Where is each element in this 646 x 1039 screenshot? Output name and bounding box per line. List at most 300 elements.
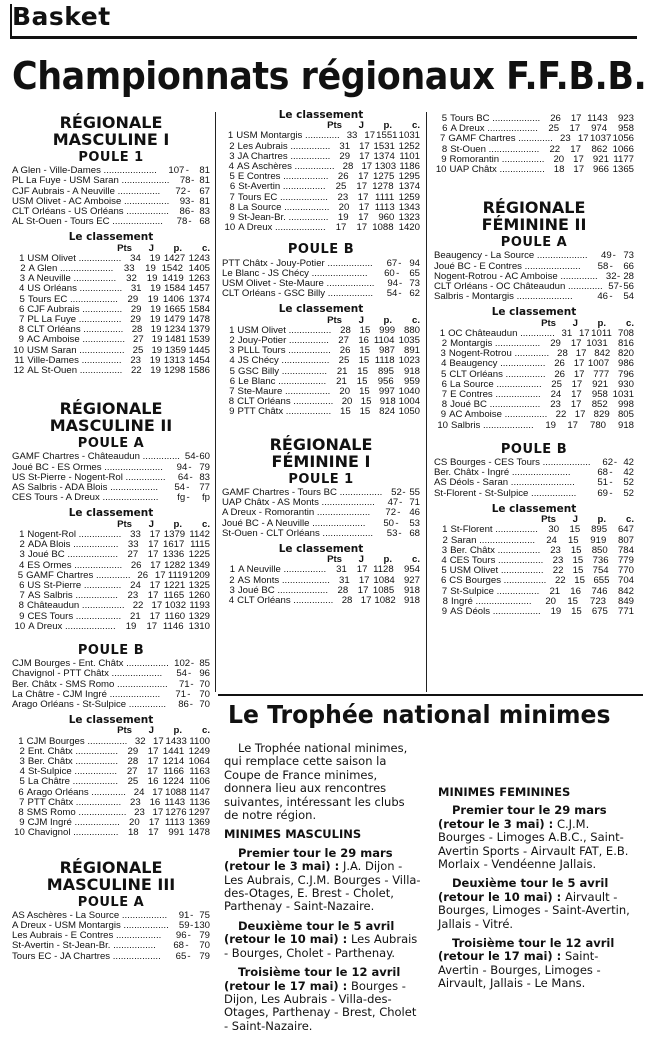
- standings-c: 1249: [188, 745, 210, 757]
- standings-j: 17: [148, 539, 159, 551]
- standings-team: La Source .................: [449, 378, 542, 390]
- rf2-pouleA-results: [434, 251, 634, 302]
- standings-j: 19: [149, 354, 161, 366]
- result-teams: A Dreux - Romorantin ....................: [222, 507, 371, 519]
- standings-rank: 8: [229, 201, 235, 213]
- result-teams: PL La Fuye - USM Saran ..................: [12, 175, 170, 187]
- standings-header-c: c.: [201, 242, 210, 254]
- trophy-masc-round2: Deuxième tour le 5 avril (retour le 10 mai) : Les Aubrais - Bourges, Cholet - Parthenay.: [224, 918, 418, 960]
- result-teams: GAMF Chartres - Châteaudun ..............: [12, 451, 180, 463]
- standings-j: 17: [147, 766, 158, 778]
- result-score-away: 56: [623, 281, 634, 293]
- standings-p: 1104: [373, 335, 395, 347]
- standings-c: 918: [403, 584, 420, 596]
- standings-j: 17: [573, 164, 585, 176]
- standings-team: Joué BC ...................: [450, 399, 541, 411]
- rm1-poule1-title: POULE 1: [78, 150, 144, 165]
- standings-pts: 20: [339, 386, 351, 398]
- standings-j: 16: [570, 585, 581, 597]
- standings-j: 19: [151, 334, 163, 346]
- standings-c: 1586: [188, 365, 210, 377]
- standings-header-p: p.: [173, 725, 182, 737]
- standings-j: 17: [149, 528, 161, 540]
- result-score-home: 93: [179, 195, 191, 207]
- result-dash: -: [399, 497, 403, 509]
- standings-pts: 25: [548, 123, 560, 135]
- result-teams: USM Olivet - AC Amboise .................: [12, 195, 170, 207]
- standings-team: A Neuville ................: [238, 564, 327, 576]
- result-dash: -: [187, 688, 191, 700]
- rf2-title: RÉGIONALE FÉMININE II: [481, 198, 587, 235]
- result-dash: -: [185, 165, 189, 177]
- standings-j: 17: [151, 600, 163, 612]
- result-teams: Tours EC - JA Chartres ..................: [12, 950, 161, 962]
- result-score-home: 71: [175, 688, 187, 700]
- standings-team: PLLL Tours ................: [237, 345, 331, 357]
- standings-p: 1113: [374, 201, 395, 213]
- column-2: [222, 110, 420, 606]
- result-teams: PTT Châtx - Jouy-Potier .................: [222, 257, 373, 269]
- standings-pts: 28: [131, 324, 143, 336]
- result-teams: Ber. Châtx - SMS Romo ...................: [12, 678, 168, 690]
- standings-team: La Châtre .................: [27, 776, 118, 788]
- standings-p: 1303: [374, 161, 397, 173]
- result-score-home: 78: [176, 216, 188, 228]
- standings-c: 1297: [188, 806, 210, 818]
- standings-rank: 6: [229, 375, 236, 387]
- result-score-home: 67: [386, 257, 398, 269]
- result-score-away: 65: [409, 267, 420, 279]
- result-score-away: 73: [623, 250, 634, 262]
- standings-rank: 10: [437, 419, 448, 431]
- standings-p: 1214: [162, 755, 185, 767]
- standings-p: 754: [592, 565, 609, 577]
- standings-pts: 27: [126, 766, 138, 778]
- standings-header-c: c.: [411, 314, 420, 326]
- result-dash: -: [185, 940, 189, 952]
- standings-c: 1064: [188, 755, 210, 767]
- standings-p: 736: [592, 554, 609, 566]
- result-row: [12, 669, 210, 679]
- standings-j: 17: [152, 786, 163, 798]
- result-dash: -: [609, 487, 613, 499]
- standings-j: 15: [571, 605, 582, 617]
- rf1-poule1-standings-cont: [434, 114, 634, 175]
- section-rubric: Basket: [12, 2, 111, 31]
- standings-pts: 18: [127, 827, 139, 839]
- result-score-home: 86: [178, 698, 189, 710]
- standings-p: 1082: [374, 594, 396, 606]
- standings-rank: 2: [19, 539, 25, 551]
- standings-c: 930: [617, 378, 634, 390]
- standings-pts: 27: [133, 334, 144, 346]
- standings-rank: 9: [441, 605, 448, 617]
- standings-rank: 10: [435, 164, 447, 176]
- standings-j: 17: [358, 212, 369, 224]
- result-dash: -: [186, 492, 190, 504]
- standings-c: 842: [617, 585, 634, 597]
- result-row: [434, 292, 634, 302]
- standings-header-p: p.: [173, 242, 182, 254]
- result-score-away: 85: [199, 658, 210, 670]
- standings-team: St-Ouen ...................: [450, 143, 540, 155]
- standings-team: CES Tours .................: [449, 554, 544, 566]
- standings-j: 15: [572, 554, 584, 566]
- standings-rank: 3: [441, 544, 448, 556]
- standings-p: 746: [591, 585, 608, 597]
- result-dash: -: [188, 668, 192, 680]
- standings-rank: 6: [441, 378, 447, 390]
- standings-pts: 23: [550, 399, 561, 411]
- result-score-home: 54: [174, 482, 186, 494]
- standings-pts: 26: [554, 358, 565, 370]
- standings-header-p: p.: [173, 518, 182, 530]
- standings-rank: 8: [228, 396, 235, 408]
- standings-p: 1118: [374, 355, 395, 367]
- standings-j: 15: [567, 595, 578, 607]
- standings-j: 15: [358, 355, 370, 367]
- standings-c: 1539: [188, 334, 211, 346]
- rm2-pouleA-classement-title: Le classement: [68, 507, 154, 520]
- standings-rank: 7: [441, 389, 448, 401]
- result-teams: AS Aschères - La Source .................: [12, 909, 168, 921]
- standings-p: 1221: [163, 579, 186, 591]
- result-score-home: 94: [176, 461, 188, 473]
- standings-j: 17: [356, 181, 368, 193]
- standings-c: 1101: [399, 150, 420, 162]
- result-teams: CJF Aubrais - A Neuville ................: [12, 185, 161, 197]
- standings-pts: 20: [545, 595, 556, 607]
- result-teams: AL St-Ouen - Tours EC ...................: [12, 216, 163, 228]
- trophy-masc-round3: Troisième tour le 12 avril (retour le 17 mai) : Bourges - Dijon, Les Aubrais - Villa-des-Otages, Parthenay - Brest, Cholet - Saint-Nazaire.: [224, 965, 417, 1033]
- standings-j: 17: [154, 569, 166, 581]
- result-dash: -: [187, 185, 191, 197]
- standings-j: 17: [358, 201, 370, 213]
- standings-team: CLT Orléans ...............: [449, 368, 546, 380]
- standings-pts: 31: [339, 140, 351, 152]
- standings-team: St-Jean-Br. ...............: [237, 212, 329, 224]
- rf2-pouleB-classement-title: Le classement: [491, 502, 577, 515]
- standings-j: 17: [149, 579, 161, 591]
- standings-c: 1040: [398, 386, 420, 398]
- result-score-away: 55: [409, 486, 420, 498]
- result-dash: -: [609, 467, 613, 479]
- standings-c: 1177: [613, 153, 634, 165]
- standings-pts: 28: [557, 348, 568, 360]
- standings-header-c: c.: [625, 514, 634, 526]
- standings-row: [222, 596, 420, 606]
- standings-j: 19: [146, 273, 158, 285]
- standings-rank: 9: [229, 212, 235, 224]
- standings-rank: 7: [19, 314, 25, 326]
- standings-pts: 23: [550, 544, 561, 556]
- standings-pts: 29: [130, 314, 141, 326]
- standings-row: [222, 565, 420, 575]
- rm2-pouleB-title: POULE B: [77, 642, 145, 658]
- result-teams: Salbris - Montargis .....................: [434, 291, 573, 303]
- standings-pts: 22: [132, 600, 144, 612]
- standings-pts: 26: [130, 559, 142, 571]
- standings-pts: 23: [130, 796, 141, 808]
- result-score-home: fg: [177, 492, 186, 504]
- standings-j: 15: [360, 396, 372, 408]
- result-dash: -: [398, 257, 402, 269]
- standings-rank: 7: [19, 590, 25, 602]
- standings-p: 1224: [162, 776, 185, 788]
- standings-team: CJF Aubrais ...............: [27, 303, 123, 315]
- standings-p: 958: [591, 389, 608, 401]
- result-score-away: 60: [199, 451, 210, 463]
- standings-team: Tours EC ..................: [237, 191, 328, 203]
- standings-team: La Source .................: [237, 201, 330, 213]
- standings-c: 880: [403, 324, 420, 336]
- standings-row: [434, 525, 634, 535]
- result-teams: AS Déols - Saran ........................: [434, 477, 575, 489]
- standings-rank: 1: [229, 324, 235, 336]
- standings-team: USM Olivet ................: [27, 252, 122, 264]
- standings-j: 16: [149, 796, 161, 808]
- standings-pts: 33: [346, 130, 358, 142]
- standings-pts: 22: [549, 143, 561, 155]
- result-teams: Joué BC - A Neuville ....................: [222, 517, 366, 529]
- standings-j: 17: [152, 806, 164, 818]
- standings-rank: 2: [229, 574, 235, 586]
- standings-c: 986: [618, 358, 635, 370]
- standings-pts: 24: [550, 389, 562, 401]
- standings-rank: 11: [14, 354, 25, 366]
- result-dash: -: [609, 260, 613, 272]
- result-teams: St-Avertin - St-Jean-Br. ................: [12, 940, 156, 952]
- standings-j: 17: [577, 133, 589, 145]
- standings-c: 1420: [398, 222, 420, 234]
- result-dash: -: [398, 288, 402, 300]
- standings-p: 1113: [164, 817, 185, 829]
- standings-row: [434, 421, 634, 431]
- standings-team: A Glen ....................: [28, 263, 114, 275]
- standings-p: 1542: [161, 263, 183, 275]
- standings-j: 19: [150, 365, 161, 377]
- standings-j: 17: [570, 338, 582, 350]
- standings-j: 15: [574, 575, 585, 587]
- standings-j: 17: [146, 620, 158, 632]
- standings-team: Ville-Dames ...............: [27, 354, 122, 366]
- standings-pts: 25: [335, 181, 347, 193]
- result-teams: US St-Pierre - Nogent-Rol ...............: [12, 471, 166, 483]
- result-dash: -: [187, 930, 191, 942]
- standings-j: 17: [573, 368, 585, 380]
- standings-header-c: c.: [625, 317, 634, 329]
- standings-team: GAMF Chartres .............: [448, 133, 553, 145]
- rm1-pouleB-classement-title: Le classement: [278, 303, 364, 316]
- standings-c: 1260: [188, 590, 210, 602]
- standings-c: 1454: [188, 354, 210, 366]
- standings-header-p: p.: [383, 120, 392, 132]
- trophy-column-2: [438, 742, 636, 997]
- standings-p: 921: [592, 378, 609, 390]
- standings-pts: 32: [126, 273, 137, 285]
- standings-p: 1427: [163, 252, 186, 264]
- standings-p: 862: [591, 143, 608, 155]
- standings-pts: 29: [339, 150, 351, 162]
- standings-header-j: J: [572, 317, 578, 329]
- standings-p: 1085: [372, 584, 395, 596]
- column-1: [12, 114, 210, 962]
- result-score-home: 54: [176, 668, 187, 680]
- standings-c: 779: [617, 554, 634, 566]
- result-dash: -: [616, 270, 621, 282]
- standings-pts: 28: [341, 594, 353, 606]
- standings-c: 1310: [188, 620, 210, 632]
- rf2-pouleB-standings: [434, 515, 634, 617]
- rm1-poule1-classement-title: Le classement: [68, 231, 154, 244]
- standings-c: 805: [617, 409, 634, 421]
- result-score-home: 46: [597, 291, 608, 303]
- standings-p: 1313: [163, 354, 186, 366]
- rm1-pouleB-results: [222, 259, 420, 300]
- standings-c: 891: [403, 345, 420, 357]
- standings-c: 1004: [398, 396, 421, 408]
- standings-rank: 2: [229, 335, 235, 347]
- result-dash: -: [186, 482, 190, 494]
- rf1-poule1-standings: [222, 555, 420, 606]
- standings-team: Romorantin ................: [449, 153, 545, 165]
- standings-pts: 20: [338, 201, 350, 213]
- standings-p: 960: [378, 212, 395, 224]
- standings-rank: 7: [229, 191, 235, 203]
- result-row: [222, 529, 420, 539]
- standings-rank: 10: [13, 344, 24, 356]
- result-dash: -: [190, 206, 195, 218]
- result-teams: A Glen - Ville-Dames ....................: [12, 165, 157, 177]
- standings-p: 1166: [163, 766, 184, 778]
- result-score-away: 54: [623, 291, 634, 303]
- standings-j: 17: [358, 171, 369, 183]
- standings-p: 999: [379, 324, 396, 336]
- standings-j: 19: [147, 293, 159, 305]
- standings-p: 966: [593, 164, 610, 176]
- standings-header-p: p.: [597, 514, 606, 526]
- standings-rank: 2: [19, 745, 25, 757]
- standings-rank: 9: [18, 334, 24, 346]
- standings-team: AS Monts ..................: [237, 574, 330, 586]
- standings-j: 17: [364, 130, 376, 142]
- standings-rank: 6: [440, 575, 447, 587]
- standings-c: 1584: [188, 303, 210, 315]
- standings-header-c: c.: [411, 554, 420, 566]
- result-score-home: 91: [178, 909, 190, 921]
- standings-p: 1119: [167, 569, 188, 581]
- standings-c: 1374: [398, 181, 421, 193]
- standings-rank: 12: [13, 365, 25, 377]
- standings-pts: 17: [335, 222, 347, 234]
- standings-j: 17: [148, 827, 159, 839]
- result-score-away: 81: [199, 195, 210, 207]
- standings-c: 1365: [612, 164, 635, 176]
- standings-pts: 28: [340, 324, 351, 336]
- rm3-title: RÉGIONALE MASCULINE III: [46, 857, 176, 894]
- result-score-away: 62: [409, 288, 420, 300]
- standings-j: 17: [148, 817, 160, 829]
- standings-team: Arago Orléans .............: [26, 786, 126, 798]
- result-teams: La Châtre - CJM Ingré ...................: [12, 688, 161, 700]
- standings-p: 1143: [164, 796, 186, 808]
- standings-p: 1032: [164, 600, 187, 612]
- result-score-away: 67: [199, 185, 210, 197]
- standings-j: 19: [150, 303, 161, 315]
- rf1-title: RÉGIONALE FÉMININE I: [269, 434, 373, 471]
- standings-rank: 3: [229, 584, 235, 596]
- standings-team: AS Salbris ................: [27, 590, 118, 602]
- standings-team: Salbris ...................: [451, 419, 534, 431]
- standings-team: CES Tours .................: [27, 610, 122, 622]
- standings-pts: 33: [123, 263, 135, 275]
- result-score-away: 83: [199, 471, 210, 483]
- standings-c: 1031: [612, 389, 635, 401]
- result-row: [222, 508, 420, 518]
- standings-j: 17: [361, 161, 373, 173]
- standings-pts: 33: [127, 539, 139, 551]
- standings-pts: 26: [337, 171, 349, 183]
- standings-team: USM Olivet ................: [449, 565, 544, 577]
- standings-rank: 4: [19, 766, 26, 778]
- result-teams: CLT Orléans - US Orléans ................: [12, 206, 169, 218]
- standings-team: CS Bourges ................: [449, 575, 547, 587]
- standings-team: St-Sulpice ................: [28, 766, 118, 778]
- standings-rank: 3: [19, 755, 25, 767]
- result-score-away: 96: [199, 668, 210, 680]
- standings-rank: 7: [19, 796, 25, 808]
- standings-p: 655: [593, 575, 610, 587]
- rm2-pouleB-results: [12, 659, 210, 710]
- standings-c: 1374: [188, 293, 210, 305]
- standings-pts: 22: [555, 409, 567, 421]
- standings-row: [12, 622, 210, 632]
- standings-header-pts: Pts: [541, 317, 556, 329]
- standings-c: 959: [403, 375, 420, 387]
- rm2-title: RÉGIONALE MASCULINE II: [49, 399, 173, 436]
- standings-team: Tours EC ..................: [27, 293, 118, 305]
- standings-header-c: c.: [411, 120, 420, 132]
- result-teams: Ber. Châtx - Ingré ......................: [434, 467, 571, 479]
- standings-rank: 2: [441, 338, 448, 350]
- standings-pts: 19: [550, 605, 562, 617]
- standings-j: 17: [357, 191, 369, 203]
- standings-team: Montargis .................: [450, 338, 541, 350]
- standings-p: 895: [377, 365, 394, 377]
- standings-header-pts: Pts: [327, 554, 342, 566]
- standings-c: 1295: [398, 171, 420, 183]
- standings-rank: 3: [440, 348, 446, 360]
- rm1-poule2-classement-title: Le classement: [278, 109, 364, 121]
- standings-pts: 26: [137, 569, 149, 581]
- standings-team: AC Amboise ................: [449, 409, 548, 421]
- standings-p: 850: [591, 544, 608, 556]
- standings-p: 1128: [373, 564, 394, 576]
- standings-c: 1193: [189, 600, 210, 612]
- standings-pts: 22: [554, 575, 566, 587]
- result-score-home: 64: [177, 471, 189, 483]
- result-score-away: 94: [409, 257, 420, 269]
- standings-rank: 4: [18, 283, 25, 295]
- standings-rank: 1: [18, 735, 24, 747]
- standings-pts: 22: [130, 365, 142, 377]
- result-teams: Les Aubrais - E Contres .................: [12, 930, 162, 942]
- standings-j: 17: [578, 327, 590, 339]
- standings-team: Jouy-Potier ...............: [237, 335, 329, 347]
- standings-rank: 8: [18, 324, 25, 336]
- standings-team: Beaugency .................: [449, 358, 546, 370]
- standings-team: Joué BC ...................: [237, 584, 328, 596]
